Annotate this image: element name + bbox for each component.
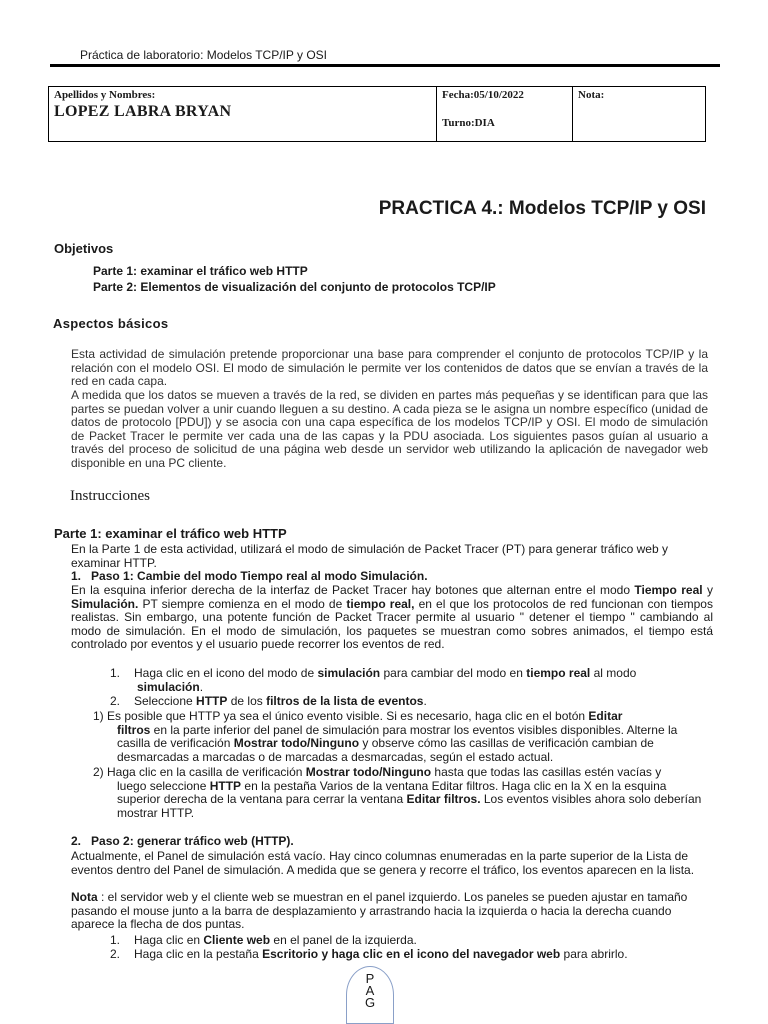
aspectos-paragraph-1: Esta actividad de simulación pretende proporcionar una base para comprender el conjunto de protocolos TCP/IP y la relación con el modelo OSI. El modo de simulación le permite ver los contenidos de datos que se envían a través de la red en cada capa. bbox=[71, 347, 708, 389]
paso2-title-text: Paso 2: generar tráfico web (HTTP). bbox=[91, 834, 294, 848]
nota-label: Nota: bbox=[578, 89, 605, 101]
name-cell bbox=[49, 87, 437, 142]
paso1-title bbox=[71, 570, 713, 584]
paso2-title bbox=[71, 835, 713, 849]
instrucciones-heading: Instrucciones bbox=[70, 488, 150, 504]
document-title: PRACTICA 4.: Modelos TCP/IP y OSI bbox=[378, 198, 706, 219]
list-item: 2. Haga clic en la pestaña Escritorio y haga clic en el icono del navegador web para abrirlo. bbox=[110, 947, 628, 961]
list-item: 1. Haga clic en Cliente web en el panel de la izquierda. bbox=[110, 933, 417, 947]
objetivo-item: Parte 1: examinar el tráfico web HTTP bbox=[93, 264, 308, 278]
header-title: Práctica de laboratorio: Modelos TCP/IP y OSI bbox=[80, 48, 328, 62]
page-badge: P A G bbox=[346, 966, 394, 1024]
objetivo-item: Parte 2: Elementos de visualización del conjunto de protocolos TCP/IP bbox=[93, 280, 496, 294]
student-name: LOPEZ LABRA BRYAN bbox=[54, 103, 232, 120]
date-label: Fecha:05/10/2022 bbox=[442, 89, 524, 101]
header-rule bbox=[50, 64, 720, 67]
info-table bbox=[48, 86, 706, 142]
paso1-number: 1. bbox=[71, 569, 82, 583]
paso1-title-text: Paso 1: Cambie del modo Tiempo real al modo Simulación. bbox=[91, 569, 428, 583]
aspectos-paragraph-2: A medida que los datos se mueven a través de la red, se dividen en partes más pequeñas y se identifican para que las partes se puedan volver a unir cuando lleguen a su destino. A cada pieza se le asigna un nombre específico (unidad de datos de protocolo [PDU]) y se asocia con una capa específica de los modelos TCP/IP y OSI. El modo de simulación de Packet Tracer le permite ver cada una de las capas y la PDU asociada. Los siguientes pasos guían al usuario a través del proceso de solicitud de una página web desde un servidor web utilizando la aplicación de navegador web disponible en una PC cliente. bbox=[71, 388, 708, 470]
objetivos-heading: Objetivos bbox=[54, 241, 114, 256]
aspectos-heading: Aspectos básicos bbox=[53, 316, 169, 331]
paso1-paragraph: En la esquina inferior derecha de la interfaz de Packet Tracer hay botones que alternan entre el modo Tiempo real y Simulación. PT siempre comienza en el modo de tiempo real, en el que los protocolos de red funcionan con tiempos realistas. Sin embargo, una potente función de Packet Tracer permite al usuario " detener el tiempo " cambiando al modo de simulación. En el modo de simulación, los paquetes se muestran como sobres animados, el tiempo está controlado por eventos y el usuario puede recorrer los eventos de red. bbox=[71, 583, 713, 652]
date-cell bbox=[437, 87, 573, 142]
nota-cell bbox=[573, 87, 706, 142]
parte1-intro: En la Parte 1 de esta actividad, utilizará el modo de simulación de Packet Tracer (PT) para generar tráfico web y examinar HTTP. bbox=[71, 542, 668, 570]
paso2-paragraph: Actualmente, el Panel de simulación está vacío. Hay cinco columnas enumeradas en la parte superior de la Lista de eventos dentro del Panel de simulación. A medida que se genera y recorre el tráfico, los eventos aparecen en la lista. bbox=[71, 849, 695, 877]
parte1-heading: Parte 1: examinar el tráfico web HTTP bbox=[54, 526, 287, 541]
paso2-number: 2. bbox=[71, 834, 82, 848]
list-item: 2. Seleccione HTTP de los filtros de la lista de eventos. bbox=[110, 694, 427, 708]
sub-item: 2) Haga clic en la casilla de verificación Mostrar todo/Ninguno hasta que todas las casillas estén vacías y luego seleccione HTTP en la pestaña Varios de la ventana Editar filtros. Haga clic en la X en la esquina superior derecha de la ventana para cerrar la ventana Editar filtros. Los eventos visibles ahora solo deberían mostrar HTTP. bbox=[93, 765, 702, 820]
turno-label: Turno:DIA bbox=[442, 117, 495, 129]
nota-paragraph: Nota : el servidor web y el cliente web se muestran en el panel izquierdo. Los paneles se pueden ajustar en tamaño pasando el mouse junto a la barra de desplazamiento y arrastrando hacia la izquierda o hacia la derecha cuando aparece la flecha de dos puntas. bbox=[71, 890, 688, 932]
sub-item: 1) Es posible que HTTP ya sea el único evento visible. Si es necesario, haga clic en el botón Editar filtros en la parte inferior del panel de simulación para mostrar los eventos visibles disponibles. Alterne la casilla de verificación Mostrar todo/Ninguno y observe cómo las casillas de verificación cambian de desmarcadas a marcadas o de marcadas a desmarcadas, según el estado actual. bbox=[93, 709, 678, 764]
name-label: Apellidos y Nombres: bbox=[54, 89, 156, 101]
list-item: 1. Haga clic en el icono del modo de simulación para cambiar del modo en tiempo real al modo simulación. bbox=[110, 666, 637, 694]
